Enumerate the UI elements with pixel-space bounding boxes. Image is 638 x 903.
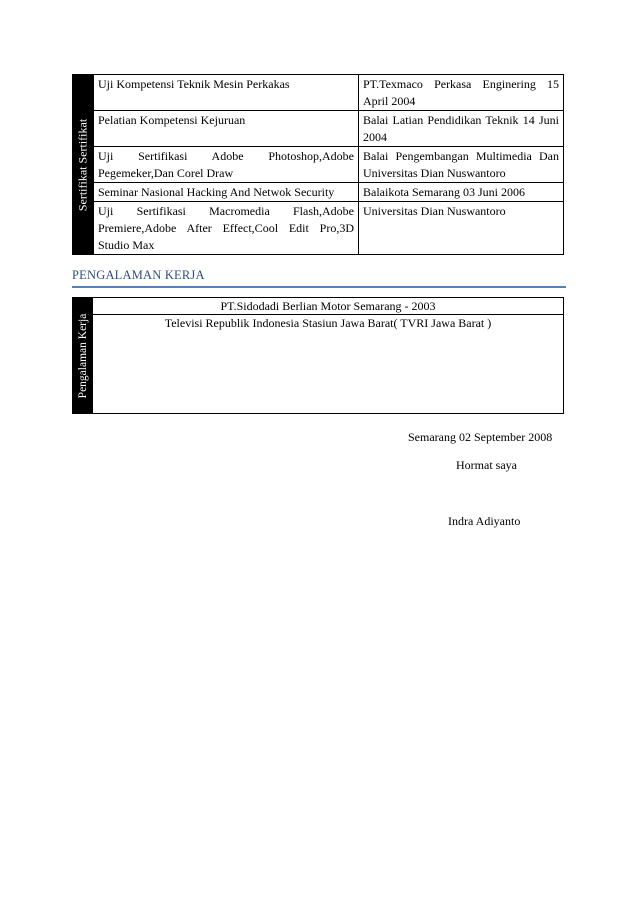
certification-name: Uji Sertifikasi Adobe Photoshop,Adobe Pegemeker,Dan Corel Draw: [94, 147, 359, 183]
certification-issuer: Balai Pengembangan Multimedia Dan Universitas Dian Nuswantoro: [359, 147, 564, 183]
work-experience-side-label: Pengalaman Kerja: [77, 313, 89, 398]
certification-issuer: Balaikota Semarang 03 Juni 2006: [359, 183, 564, 202]
certification-name: Seminar Nasional Hacking And Netwok Security: [94, 183, 359, 202]
signature-place-date: Semarang 02 September 2008: [408, 430, 553, 444]
table-row: [73, 111, 564, 147]
signature-name: Indra Adiyanto: [448, 514, 521, 528]
certification-table: [72, 74, 564, 255]
table-row: [73, 75, 564, 111]
certification-issuer: Balai Latian Pendidikan Teknik 14 Juni 2004: [359, 111, 564, 147]
work-experience-heading: PENGALAMAN KERJA: [72, 268, 205, 282]
work-experience-box: [72, 297, 564, 414]
certification-side-label-cell: [73, 75, 94, 255]
work-experience-side-label-cell: [73, 298, 93, 413]
certification-name: Pelatian Kompetensi Kejuruan: [94, 111, 359, 147]
table-row: [73, 183, 564, 202]
table-row: [73, 147, 564, 183]
section-divider: [72, 286, 566, 288]
table-row: [73, 202, 564, 255]
work-experience-entry: Televisi Republik Indonesia Stasiun Jawa Barat( TVRI Jawa Barat ): [164, 316, 492, 330]
certification-side-label: Sertifikat Sertifikat: [75, 118, 90, 211]
certification-name: Uji Kompetensi Teknik Mesin Perkakas: [94, 75, 359, 111]
work-experience-entry: PT.Sidodadi Berlian Motor Semarang - 2003: [93, 298, 563, 315]
signature-closing: Hormat saya: [456, 458, 517, 472]
certification-issuer: PT.Texmaco Perkasa Enginering 15 April 2004: [359, 75, 564, 111]
certification-name: Uji Sertifikasi Macromedia Flash,Adobe Premiere,Adobe After Effect,Cool Edit Pro,3D Studio Max: [94, 202, 359, 255]
certification-issuer: Universitas Dian Nuswantoro: [359, 202, 564, 255]
